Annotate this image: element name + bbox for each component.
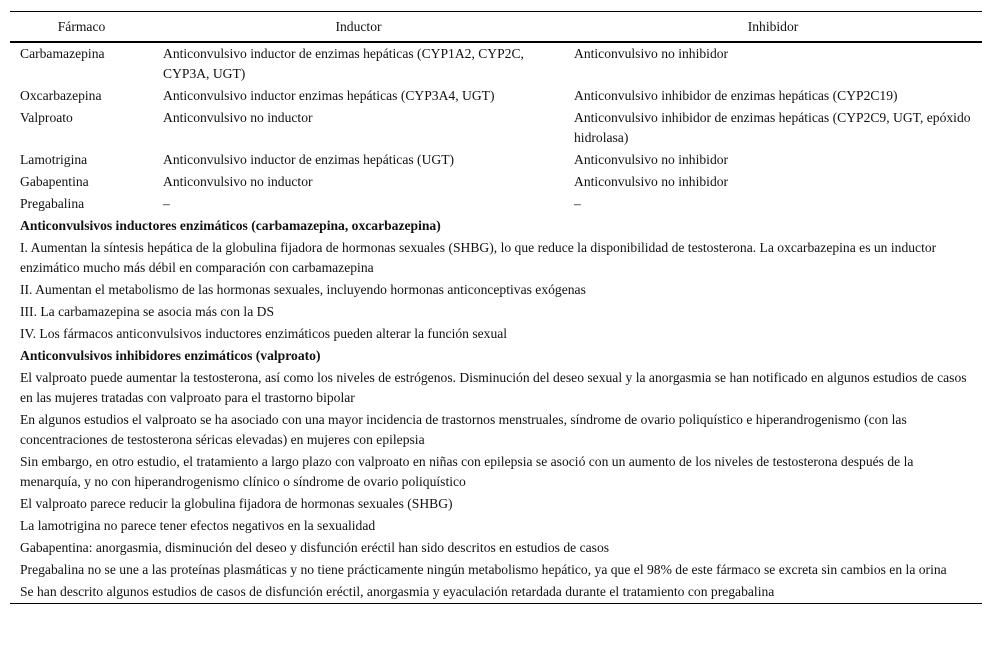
table-row: [10, 85, 982, 107]
note-row: [10, 279, 982, 301]
note-text: II. Aumentan el metabolismo de las hormonas sexuales, incluyendo hormonas anticonceptivas exógenas: [20, 282, 586, 297]
note-text: IV. Los fármacos anticonvulsivos inductores enzimáticos pueden alterar la función sexual: [20, 326, 508, 341]
table-row: [10, 193, 982, 215]
note-text: Sin embargo, en otro estudio, el tratamiento a largo plazo con valproato en niñas con epilepsia se asoció con un aumento de los niveles de testosterona después de la menarquía, y no con hiperandrogenismo clínico o síndrome de ovario poliquístico: [20, 454, 914, 489]
inductor-cell: Anticonvulsivo inductor de enzimas hepáticas (UGT): [163, 152, 455, 167]
inductor-cell: Anticonvulsivo no inductor: [163, 174, 313, 189]
inhibidor-cell: –: [574, 196, 581, 211]
header-farmaco: Fármaco: [57, 18, 106, 34]
drug-name: Oxcarbazepina: [20, 88, 102, 103]
note-row: [10, 537, 982, 559]
drug-name: Pregabalina: [20, 196, 85, 211]
note-text: I. Aumentan la síntesis hepática de la globulina fijadora de hormonas sexuales (SHBG), lo que reduce la disponibilidad de testosterona. La oxcarbazepina es un inductor enzimático mucho más débil en comparación con carbamazepina: [20, 240, 937, 275]
note-row: [10, 451, 982, 493]
section-title: Anticonvulsivos inductores enzimáticos (carbamazepina, oxcarbazepina): [20, 218, 441, 233]
note-text: El valproato puede aumentar la testosterona, así como los niveles de estrógenos. Disminución del deseo sexual y la anorgasmia se han notificado en algunos estudios de casos en las mujeres tratadas con valproato para el trastorno bipolar: [20, 370, 967, 405]
note-text: III. La carbamazepina se asocia más con la DS: [20, 304, 275, 319]
inhibidor-cell: Anticonvulsivo inhibidor de enzimas hepáticas (CYP2C9, UGT, epóxido hidrolasa): [574, 110, 971, 145]
section-row: [10, 345, 982, 367]
inductor-cell: –: [163, 196, 170, 211]
note-text: En algunos estudios el valproato se ha asociado con una mayor incidencia de trastornos menstruales, síndrome de ovario poliquístico e hiperandrogenismo (con las concentraciones de testosterona séricas elevadas) en mujeres con epilepsia: [20, 412, 907, 447]
note-row: [10, 301, 982, 323]
table-row: [10, 42, 982, 85]
drug-name: Lamotrigina: [20, 152, 88, 167]
section-row: [10, 215, 982, 237]
inhibidor-cell: Anticonvulsivo inhibidor de enzimas hepáticas (CYP2C19): [574, 88, 898, 103]
note-row: [10, 559, 982, 581]
header-inductor: Inductor: [335, 18, 382, 34]
note-row: [10, 493, 982, 515]
table-row: [10, 107, 982, 149]
note-text: Gabapentina: anorgasmia, disminución del deseo y disfunción eréctil han sido descritos en estudios de casos: [20, 540, 610, 555]
drug-table: [10, 11, 982, 604]
section-title: Anticonvulsivos inhibidores enzimáticos (valproato): [20, 348, 321, 363]
note-text: Pregabalina no se une a las proteínas plasmáticas y no tiene prácticamente ningún metabolismo hepático, ya que el 98% de este fármaco se excreta sin cambios en la orina: [20, 562, 947, 577]
note-text: La lamotrigina no parece tener efectos negativos en la sexualidad: [20, 518, 376, 533]
table-row: [10, 149, 982, 171]
note-row: [10, 409, 982, 451]
note-row: [10, 581, 982, 604]
note-text: El valproato parece reducir la globulina fijadora de hormonas sexuales (SHBG): [20, 496, 453, 511]
note-row: [10, 237, 982, 279]
inhibidor-cell: Anticonvulsivo no inhibidor: [574, 46, 729, 61]
header-inhibidor: Inhibidor: [747, 18, 799, 34]
inductor-cell: Anticonvulsivo inductor enzimas hepáticas (CYP3A4, UGT): [163, 88, 495, 103]
inductor-cell: Anticonvulsivo inductor de enzimas hepáticas (CYP1A2, CYP2C, CYP3A, UGT): [163, 46, 524, 81]
inhibidor-cell: Anticonvulsivo no inhibidor: [574, 174, 729, 189]
header-row: [10, 12, 982, 43]
drug-name: Gabapentina: [20, 174, 89, 189]
drug-name: Valproato: [20, 110, 73, 125]
table-row: [10, 171, 982, 193]
note-text: Se han descrito algunos estudios de casos de disfunción eréctil, anorgasmia y eyaculación retardada durante el tratamiento con pregabalina: [20, 584, 775, 599]
note-row: [10, 367, 982, 409]
inhibidor-cell: Anticonvulsivo no inhibidor: [574, 152, 729, 167]
inductor-cell: Anticonvulsivo no inductor: [163, 110, 313, 125]
note-row: [10, 515, 982, 537]
drug-name: Carbamazepina: [20, 46, 105, 61]
note-row: [10, 323, 982, 345]
